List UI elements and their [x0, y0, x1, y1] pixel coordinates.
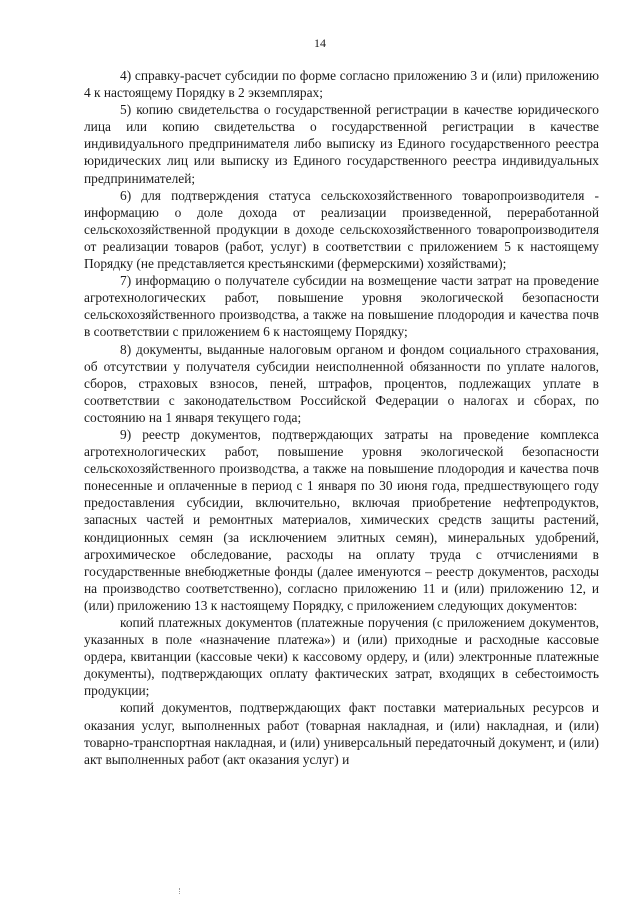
scan-artifact-mark — [179, 888, 182, 894]
paragraph-payment-documents: копий платежных документов (платежные поручения (с приложением документов, указанных в поле «назначение платежа») и (или) приходные и расходные кассовые ордера, квитанции (кассовые чеки) к кассовому ордеру, и (или) электронные платежные документы), подтверждающих оплату фактических затрат, входящих в себестоимость продукции; — [84, 615, 599, 699]
paragraph-item-7: 7) информацию о получателе субсидии на возмещение части затрат на проведение агротехнологических работ, повышение уровня экологической безопасности сельскохозяйственного производства, а также на повышение плодородия и качества почв в соответствии с приложением 6 к настоящему Порядку; — [84, 273, 599, 340]
page-number: 14 — [314, 36, 326, 50]
document-body — [84, 67, 599, 768]
paragraph-item-9: 9) реестр документов, подтверждающих затраты на проведение комплекса агротехнологических работ, повышение уровня экологической безопасности сельскохозяйственного производства, а также на повышение плодородия и качества почв понесенные и оплаченные в период с 1 января по 30 июня года, предшествующего году предоставления субсидии, включительно, включая приобретение нефтепродуктов, запасных частей и ремонтных материалов, химических средств защиты растений, кондиционных семян (за исключением элитных семян), минеральных удобрений, агрохимическое обследование, расходы на оплату труда с отчислениями в государственные внебюджетные фонды (далее именуются – реестр документов, расходы на производство соответственно), согласно приложению 11 и (или) приложению 12, и (или) приложению 13 к настоящему Порядку, с приложением следующих документов: — [84, 426, 599, 613]
paragraph-item-5: 5) копию свидетельства о государственной регистрации в качестве юридического лица или копию свидетельства о государственной регистрации в качестве индивидуального предпринимателя либо выписку из Единого государственного реестра юридических лиц или выписку из Единого государственного реестра индивидуальных предпринимателей; — [84, 102, 599, 186]
paragraph-delivery-documents: копий документов, подтверждающих факт поставки материальных ресурсов и оказания услуг, выполненных работ (товарная накладная, и (или) накладная, и (или) товарно-транспортная накладная, и (или) универсальный передаточный документ, и (или) акт выполненных работ (акт оказания услуг) и — [84, 700, 599, 767]
paragraph-item-4: 4) справку-расчет субсидии по форме согласно приложению 3 и (или) приложению 4 к настоящему Порядку в 2 экземплярах; — [84, 68, 599, 101]
paragraph-item-6: 6) для подтверждения статуса сельскохозяйственного товаропроизводителя - информацию о доле дохода от реализации произведенной, переработанной сельскохозяйственной продукции в доходе сельскохозяйственного товаропроизводителя от реализации товаров (работ, услуг) в соответствии с приложением 5 к настоящему Порядку (не представляется крестьянскими (фермерскими) хозяйствами); — [84, 187, 599, 272]
paragraph-item-8: 8) документы, выданные налоговым органом и фондом социального страхования, об отсутствии у получателя субсидии неисполненной обязанности по уплате налогов, сборов, страховых взносов, пеней, штрафов, процентов, подлежащих уплате в соответствии с законодательством Российской Федерации о налогах и сборах, по состоянию на 1 января текущего года; — [84, 341, 599, 425]
